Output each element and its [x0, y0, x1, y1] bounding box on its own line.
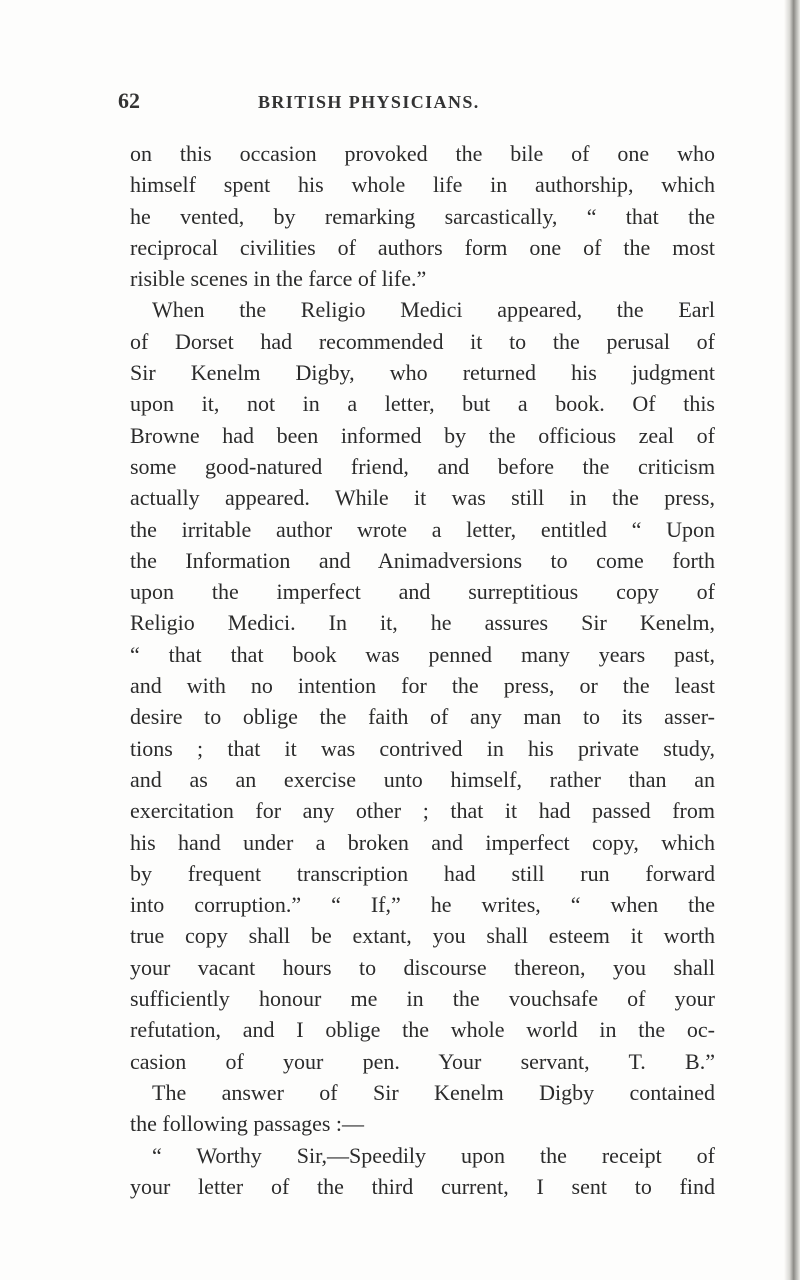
- text-line: he vented, by remarking sarcastically, “ that the: [130, 203, 715, 229]
- text-line: the irritable author wrote a letter, entitled “ Upon: [130, 516, 715, 542]
- body-text: [130, 138, 715, 1202]
- text-line: refutation, and I oblige the whole world in the oc-: [130, 1017, 715, 1043]
- text-line: and as an exercise unto himself, rather than an: [130, 766, 715, 792]
- text-line: the following passages :—: [130, 1111, 365, 1137]
- text-line: desire to oblige the faith of any man to its asser-: [130, 704, 715, 730]
- text-line: some good-natured friend, and before the criticism: [130, 453, 715, 479]
- text-line: risible scenes in the farce of life.”: [130, 266, 427, 292]
- text-line: “ Worthy Sir,—Speedily upon the receipt of: [152, 1142, 715, 1168]
- text-line: into corruption.” “ If,” he writes, “ when the: [130, 892, 715, 918]
- text-line: The answer of Sir Kenelm Digby contained: [152, 1079, 715, 1105]
- text-line: upon the imperfect and surreptitious copy of: [130, 579, 715, 605]
- text-line: casion of your pen. Your servant, T. B.”: [130, 1048, 715, 1074]
- text-line: tions ; that it was contrived in his private study,: [130, 735, 715, 761]
- text-line: reciprocal civilities of authors form one of the most: [130, 234, 715, 260]
- text-line: sufficiently honour me in the vouchsafe of your: [130, 986, 715, 1012]
- text-line: of Dorset had recommended it to the perusal of: [130, 328, 715, 354]
- text-line: the Information and Animadversions to come forth: [130, 547, 715, 573]
- running-head: BRITISH PHYSICIANS.: [258, 92, 480, 112]
- text-line: true copy shall be extant, you shall esteem it worth: [130, 923, 715, 949]
- text-line: your letter of the third current, I sent to find: [130, 1173, 715, 1199]
- text-line: on this occasion provoked the bile of one who: [130, 141, 715, 166]
- text-line: himself spent his whole life in authorship, which: [130, 172, 715, 198]
- text-line: Browne had been informed by the officious zeal of: [130, 422, 715, 448]
- page-header: [118, 88, 718, 128]
- text-line: actually appeared. While it was still in the press,: [130, 485, 715, 511]
- text-line: Religio Medici. In it, he assures Sir Kenelm,: [130, 610, 715, 636]
- text-line: “ that that book was penned many years past,: [130, 641, 715, 667]
- page-edge-shadow: [784, 0, 800, 1280]
- text-line: exercitation for any other ; that it had passed from: [130, 798, 715, 824]
- text-line: your vacant hours to discourse thereon, you shall: [130, 954, 715, 980]
- text-line: upon it, not in a letter, but a book. Of this: [130, 391, 715, 417]
- text-line: Sir Kenelm Digby, who returned his judgment: [130, 360, 715, 386]
- text-line: When the Religio Medici appeared, the Earl: [152, 297, 715, 323]
- text-line: by frequent transcription had still run forward: [130, 860, 715, 886]
- page-number: 62: [118, 88, 140, 113]
- text-line: and with no intention for the press, or the least: [130, 673, 715, 699]
- text-line: his hand under a broken and imperfect copy, which: [130, 829, 715, 855]
